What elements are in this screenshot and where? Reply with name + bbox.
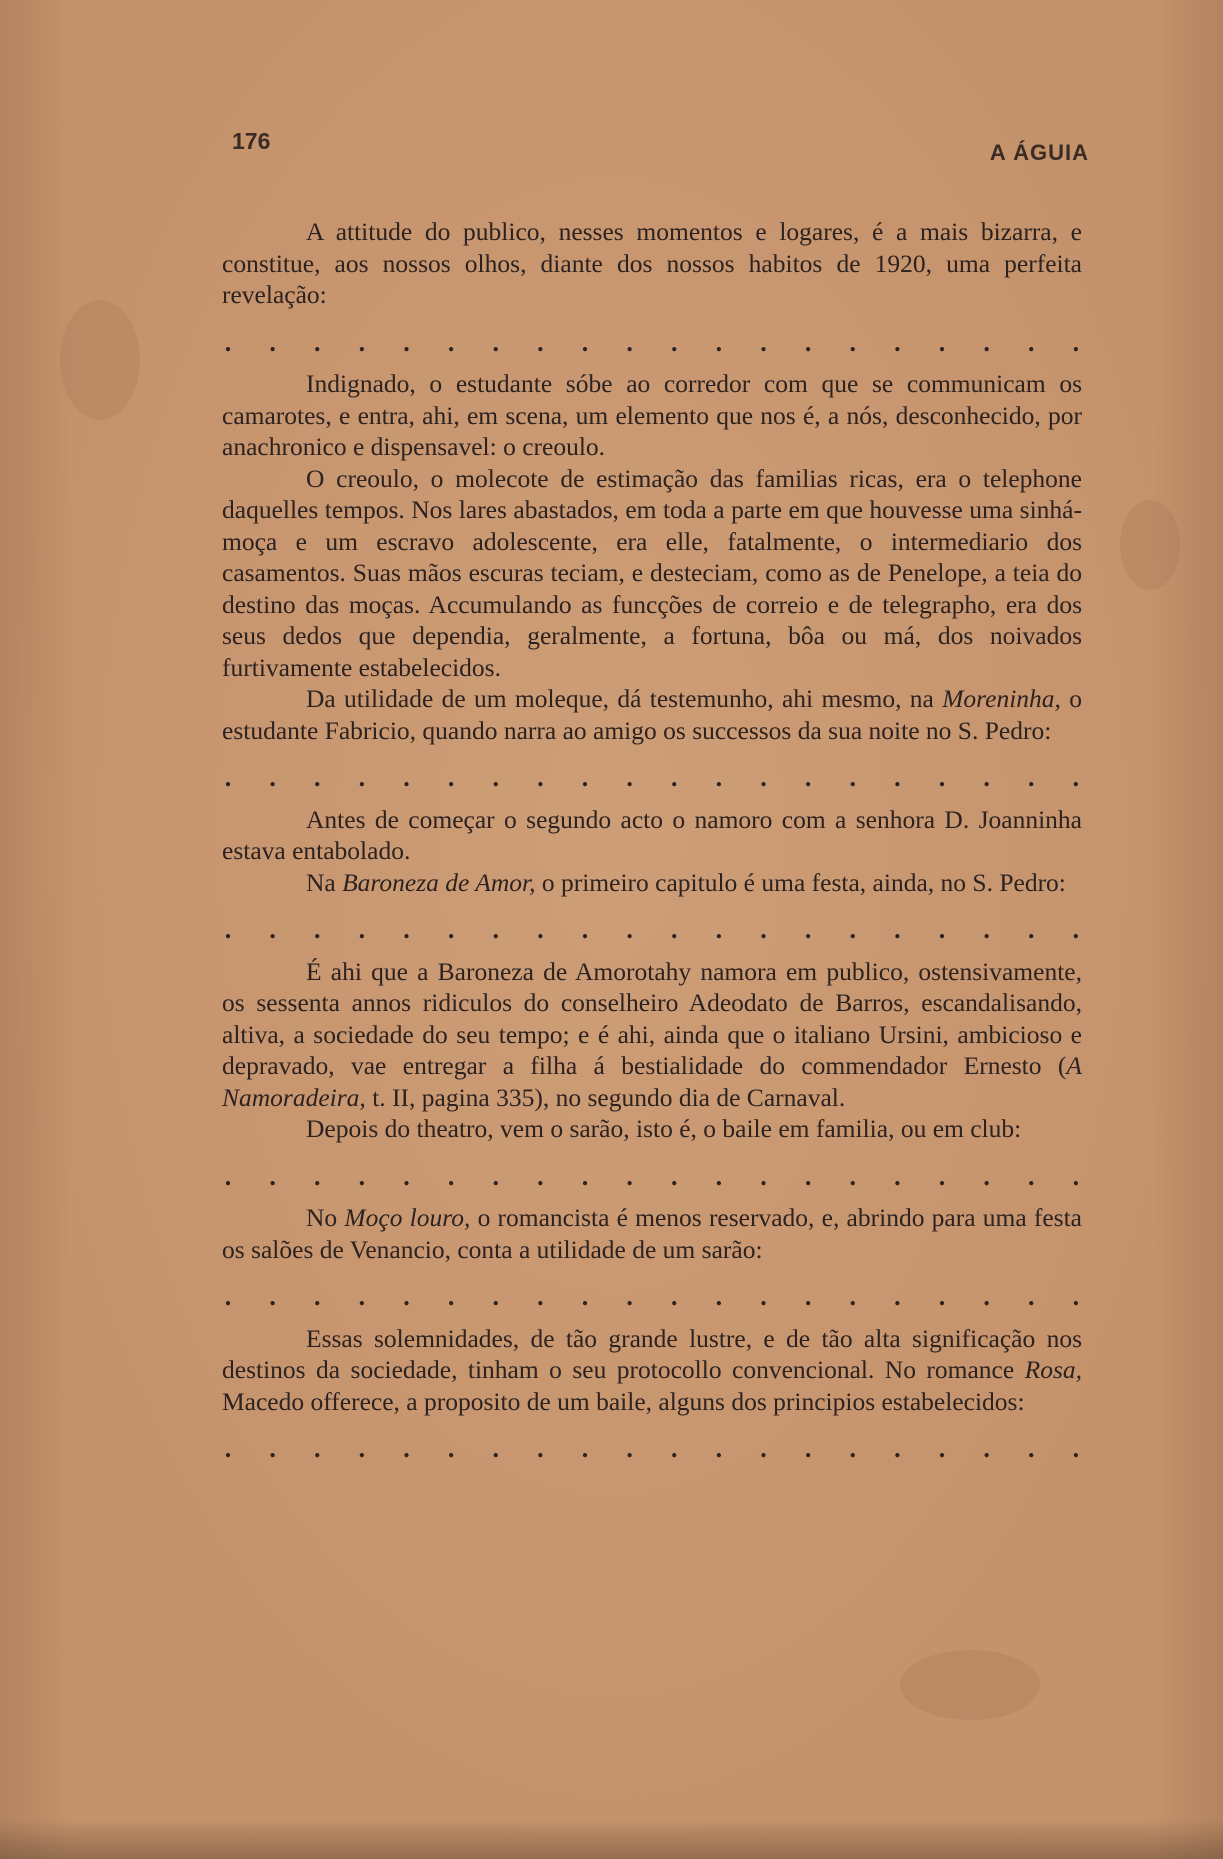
ellipsis-dot: . (938, 1282, 946, 1311)
ellipsis-dot: . (581, 1282, 589, 1311)
paragraph-p2 (222, 368, 1082, 463)
paragraph-p1 (222, 216, 1082, 311)
ellipsis-dot: . (804, 915, 812, 944)
ellipsis-dot: . (537, 763, 544, 792)
page-header (232, 118, 1089, 165)
ellipsis-row (222, 1281, 1082, 1313)
ellipsis-dot: . (403, 763, 410, 792)
ellipsis-dot: . (849, 763, 856, 792)
ellipsis-dot: . (1072, 1161, 1080, 1191)
running-title: A ÁGUIA (989, 140, 1089, 165)
ellipsis-dot: . (447, 763, 455, 792)
ellipsis-dot: . (537, 1282, 544, 1311)
ellipsis-dot: . (1028, 1161, 1035, 1191)
ellipsis-dot: . (804, 1434, 812, 1463)
paragraph-p8 (222, 1113, 1082, 1145)
ellipsis-row (222, 1161, 1082, 1193)
ellipsis-dot: . (492, 763, 499, 792)
ellipsis-dot: . (314, 1161, 321, 1191)
ellipsis-dot: . (358, 915, 366, 944)
ellipsis-dot: . (715, 327, 723, 357)
ellipsis-dot: . (537, 915, 544, 944)
ellipsis-dot: . (1072, 763, 1080, 792)
text-segment: A attitude do publico, nesses momentos e logares, é a mais bizarra, e constitue, aos nossos olhos, diante dos nossos habitos de 1920, uma perfeita revelação: (222, 217, 1082, 309)
italic-title: Baroneza de Amor, (342, 867, 536, 897)
ellipsis-dot: . (894, 763, 901, 792)
ellipsis-dot: . (983, 915, 990, 944)
ellipsis-dot: . (581, 915, 589, 944)
text-segment: No (306, 1203, 345, 1232)
ellipsis-dot: . (1072, 327, 1080, 357)
ellipsis-dot: . (715, 1434, 723, 1463)
ellipsis-dot: . (938, 1434, 946, 1463)
paper-stain (60, 300, 140, 420)
ellipsis-dot: . (804, 327, 812, 357)
italic-title: Rosa, (1024, 1355, 1082, 1384)
ellipsis-dot: . (1028, 763, 1035, 792)
ellipsis-dot: . (581, 1161, 589, 1191)
ellipsis-dot: . (715, 1161, 723, 1191)
ellipsis-dot: . (447, 1434, 455, 1463)
ellipsis-dot: . (1028, 1282, 1035, 1311)
ellipsis-dot: . (537, 1161, 544, 1191)
ellipsis-dot: . (849, 1434, 856, 1463)
text-segment: Indignado, o estudante sóbe ao corredor com que se communicam os camarotes, e entra, ahi, em scena, um elemento que nos é, a nós, desconhecido, por anachronico e dispensavel: o creoulo. (222, 369, 1082, 461)
ellipsis-dot: . (894, 915, 901, 944)
ellipsis-dot: . (671, 1161, 678, 1191)
ellipsis-dot: . (1072, 1282, 1080, 1311)
ellipsis-dot: . (626, 915, 633, 944)
text-segment: Macedo offerece, a proposito de um baile, alguns dos principios estabelecidos: (222, 1386, 1025, 1416)
ellipsis-dot: . (224, 915, 232, 944)
text-segment: É ahi que a Baroneza de Amorotahy namora em publico, ostensivamente, os sessenta annos ridiculos do conselheiro Adeodato de Barros, escandalisando, altiva, a sociedade do seu tempo; e é ahi, ainda que o italiano Ursini, ambicioso e depravado, vae entregar a filha á bestialidade do commendador Ernesto ( (222, 956, 1082, 1080)
ellipsis-dot: . (671, 1282, 678, 1311)
ellipsis-dot: . (581, 1434, 589, 1463)
ellipsis-dot: . (492, 1434, 499, 1463)
ellipsis-dot: . (537, 1434, 544, 1463)
ellipsis-dot: . (626, 1434, 633, 1463)
ellipsis-dot: . (224, 763, 232, 792)
ellipsis-dot: . (269, 1434, 276, 1463)
ellipsis-dot: . (492, 1161, 499, 1191)
ellipsis-dot: . (1028, 1434, 1035, 1463)
text-segment: O creoulo, o molecote de estimação das familias ricas, era o telephone daquelles tempos. Nos lares abastados, em toda a parte em que houvesse uma sinhá-moça e um escravo adolescente, era elle, fatalmente, o intermediario dos casamentos. Suas mãos escuras teciam, e desteciam, como as de Penelope, a teia do destino das moças. Accumulando as funcções de correio e de telegrapho, era dos seus dedos que dependia, geralmente, a fortuna, bôa ou má, dos noivados furtivamente estabelecidos. (222, 463, 1082, 682)
ellipsis-dot: . (224, 1161, 232, 1191)
ellipsis-dot: . (1028, 327, 1035, 357)
ellipsis-dot: . (1072, 1434, 1080, 1463)
ellipsis-dot: . (269, 915, 276, 944)
ellipsis-dot: . (894, 1161, 901, 1191)
ellipsis-dot: . (760, 1282, 767, 1311)
ellipsis-dot: . (626, 327, 633, 357)
ellipsis-row (222, 1433, 1082, 1465)
ellipsis-dot: . (314, 327, 321, 357)
ellipsis-dot: . (849, 1161, 856, 1191)
ellipsis-dot: . (403, 1161, 410, 1191)
body-text (222, 216, 1082, 1475)
text-segment: t. II, pagina 335), no segundo dia de Carnaval. (365, 1082, 846, 1112)
text-segment: o romancista é menos reservado, e, abrindo para uma festa os salões de Venancio, conta a utilidade de um sarão: (222, 1203, 1083, 1264)
ellipsis-dot: . (938, 1161, 946, 1191)
ellipsis-dot: . (358, 1282, 366, 1311)
ellipsis-dot: . (1072, 915, 1080, 944)
ellipsis-dot: . (849, 1282, 856, 1311)
ellipsis-dot: . (447, 1282, 455, 1311)
page-edge-shadow (0, 1819, 1223, 1859)
ellipsis-dot: . (403, 1434, 410, 1463)
ellipsis-dot: . (581, 327, 589, 357)
paragraph-p5 (222, 804, 1082, 867)
ellipsis-dot: . (447, 327, 455, 357)
ellipsis-dot: . (581, 763, 589, 792)
ellipsis-dot: . (269, 763, 276, 792)
ellipsis-dot: . (804, 1161, 812, 1191)
ellipsis-dot: . (983, 1161, 990, 1191)
ellipsis-dot: . (715, 1282, 723, 1311)
paragraph-p3 (222, 463, 1082, 684)
ellipsis-dot: . (804, 1282, 812, 1311)
ellipsis-dot: . (224, 1434, 232, 1463)
text-segment: Essas solemnidades, de tão grande lustre, e de tão alta significação nos destinos da sociedade, tinham o seu protocollo convencional. No romance (222, 1323, 1082, 1384)
ellipsis-dot: . (983, 763, 990, 792)
ellipsis-dot: . (314, 1434, 321, 1463)
italic-title: Moço louro, (344, 1203, 471, 1232)
ellipsis-dot: . (760, 763, 767, 792)
ellipsis-dot: . (269, 1282, 276, 1311)
ellipsis-row (222, 762, 1082, 794)
paragraph-p4 (222, 683, 1082, 746)
ellipsis-row (222, 327, 1082, 359)
paragraph-p9 (222, 1202, 1082, 1265)
ellipsis-dot: . (671, 1434, 678, 1463)
ellipsis-dot: . (715, 763, 723, 792)
ellipsis-dot: . (849, 915, 856, 944)
ellipsis-dot: . (358, 1161, 366, 1191)
ellipsis-dot: . (983, 1282, 990, 1311)
ellipsis-dot: . (447, 1161, 455, 1191)
ellipsis-dot: . (224, 327, 232, 357)
ellipsis-dot: . (626, 763, 633, 792)
ellipsis-dot: . (403, 1282, 410, 1311)
ellipsis-dot: . (983, 327, 990, 357)
ellipsis-row (222, 914, 1082, 946)
ellipsis-dot: . (626, 1282, 633, 1311)
paragraph-p10 (222, 1323, 1082, 1418)
paper-stain (1120, 500, 1180, 590)
ellipsis-dot: . (715, 915, 723, 944)
ellipsis-dot: . (224, 1282, 232, 1311)
italic-title: A Namoradeira, (222, 1051, 1082, 1112)
ellipsis-dot: . (269, 327, 276, 357)
ellipsis-dot: . (358, 1434, 366, 1463)
paragraph-p6 (222, 867, 1082, 899)
ellipsis-dot: . (626, 1161, 633, 1191)
text-segment: Da utilidade de um moleque, dá testemunho, ahi mesmo, na (306, 684, 943, 713)
paper-stain (900, 1650, 1040, 1720)
ellipsis-dot: . (358, 763, 366, 792)
ellipsis-dot: . (314, 915, 321, 944)
ellipsis-dot: . (894, 1282, 901, 1311)
ellipsis-dot: . (671, 915, 678, 944)
text-segment: Depois do theatro, vem o sarão, isto é, o baile em familia, ou em club: (306, 1114, 1022, 1143)
text-segment: o estudante Fabricio, quando narra ao amigo os successos da sua noite no S. Pedro: (222, 684, 1082, 745)
ellipsis-dot: . (1028, 915, 1035, 944)
ellipsis-dot: . (760, 1434, 767, 1463)
text-segment: Na (306, 867, 343, 897)
ellipsis-dot: . (314, 1282, 321, 1311)
ellipsis-dot: . (804, 763, 812, 792)
ellipsis-dot: . (760, 1161, 767, 1191)
ellipsis-dot: . (938, 327, 946, 357)
ellipsis-dot: . (938, 915, 946, 944)
ellipsis-dot: . (671, 327, 678, 357)
ellipsis-dot: . (492, 915, 499, 944)
page-number: 176 (232, 128, 271, 154)
ellipsis-dot: . (894, 1434, 901, 1463)
ellipsis-dot: . (492, 327, 499, 357)
ellipsis-dot: . (849, 327, 856, 357)
text-segment: Antes de começar o segundo acto o namoro com a senhora D. Joanninha estava entabolado. (222, 804, 1082, 865)
ellipsis-dot: . (671, 763, 678, 792)
ellipsis-dot: . (447, 915, 455, 944)
ellipsis-dot: . (314, 763, 321, 792)
italic-title: Moreninha, (942, 684, 1061, 713)
ellipsis-dot: . (894, 327, 901, 357)
ellipsis-dot: . (760, 915, 767, 944)
ellipsis-dot: . (938, 763, 946, 792)
ellipsis-dot: . (403, 915, 410, 944)
text-segment: o primeiro capitulo é uma festa, ainda, no S. Pedro: (535, 867, 1066, 897)
paragraph-p7 (222, 956, 1082, 1114)
ellipsis-dot: . (760, 327, 767, 357)
ellipsis-dot: . (403, 327, 410, 357)
ellipsis-dot: . (358, 327, 366, 357)
ellipsis-dot: . (492, 1282, 499, 1311)
ellipsis-dot: . (537, 327, 544, 357)
ellipsis-dot: . (983, 1434, 990, 1463)
ellipsis-dot: . (269, 1161, 276, 1191)
